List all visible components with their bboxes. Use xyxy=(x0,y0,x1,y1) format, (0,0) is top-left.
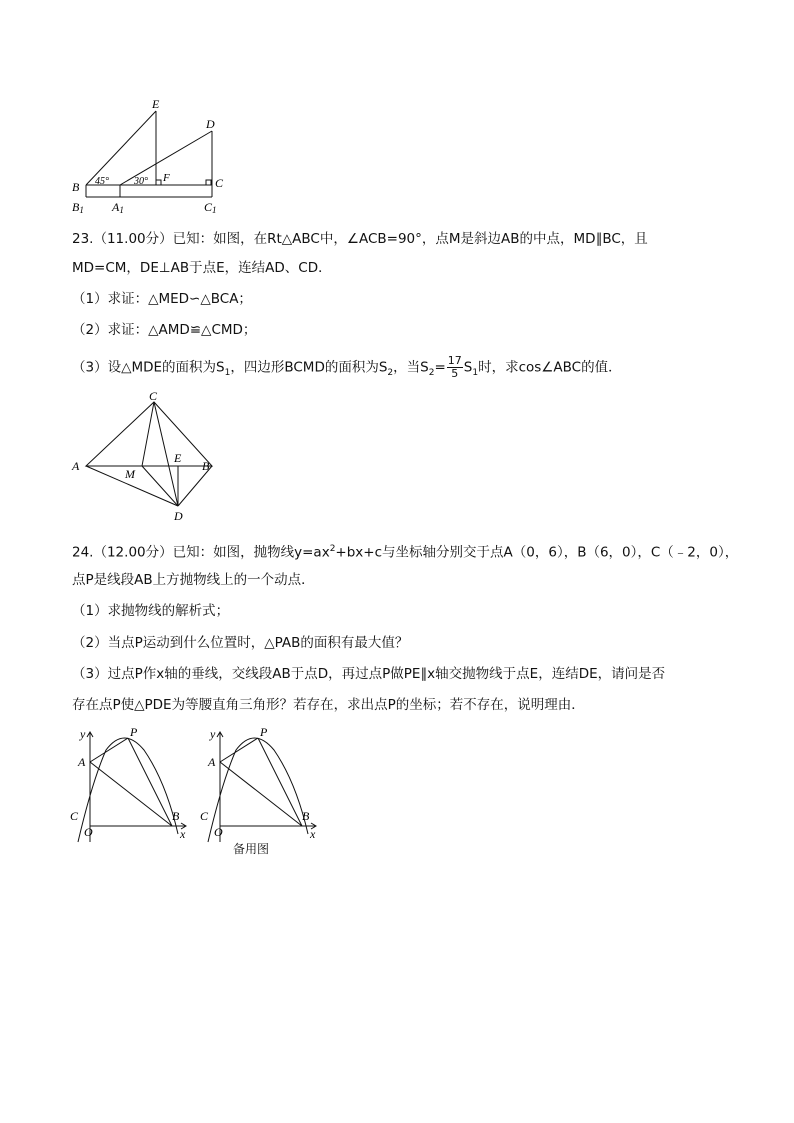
label-C1: C1 xyxy=(204,200,217,215)
q23-line2: MD=CM，DE⊥AB于点E，连结AD、CD． xyxy=(72,260,332,276)
angle-45: 45° xyxy=(95,176,109,187)
label-D: D xyxy=(206,117,215,131)
label-B1: B1 xyxy=(72,200,84,215)
label-A1: A1 xyxy=(112,200,124,215)
label-M: M xyxy=(125,467,135,481)
q23-part3: （3）设△MDE的面积为$S_1$，四边形BCMD的面积为$S_2$，当$S_2=$ $\frac{17}{5}$ $S_1$时，求cos∠ABC的值． xyxy=(72,354,622,380)
label-y: y xyxy=(80,727,86,741)
label-C: C xyxy=(70,809,79,823)
figure-ladder xyxy=(66,95,236,220)
label-B: B xyxy=(302,809,310,823)
q24-line1: 24.（12.00分）已知：如图，抛物线$y=ax^2+bx+c$与坐标轴分别交于点A（0，6），B（6，0），C（﹣2，0）， xyxy=(72,544,739,561)
q23-part2: （2）求证：△AMD≌△CMD； xyxy=(72,322,257,338)
q23-part1: （1）求证：△MED∽△BCA； xyxy=(72,291,252,307)
q24-part3-line2: 存在点P使△PDE为等腰直角三角形？若存在，求出点P的坐标；若不存在，说明理由． xyxy=(72,697,585,713)
label-C: C xyxy=(200,809,209,823)
label-B: B xyxy=(72,180,80,194)
label-A: A xyxy=(72,459,80,473)
label-x: x xyxy=(310,827,316,841)
figure-parabola xyxy=(66,722,196,847)
q23-line1: 23.（11.00分）已知：如图，在Rt△ABC中，∠ACB=90°，点M是斜边AB的中点，MD∥BC，且 xyxy=(72,231,648,247)
label-O: O xyxy=(214,825,223,839)
label-P: P xyxy=(260,725,268,739)
q24-part2: （2）当点P运动到什么位置时，△PAB的面积有最大值？ xyxy=(72,635,409,651)
label-B: B xyxy=(202,459,210,473)
label-E: E xyxy=(174,451,182,465)
label-C: C xyxy=(149,390,158,403)
fraction-17-5: $\frac{17}{5}$ xyxy=(447,354,462,380)
label-O: O xyxy=(84,825,93,839)
q24-part3-line1: （3）过点P作x轴的垂线，交线段AB于点D，再过点P做PE∥x轴交抛物线于点E，连结DE，请问是否 xyxy=(72,666,666,682)
label-x: x xyxy=(180,827,186,841)
angle-30: 30° xyxy=(134,176,148,187)
figure-parabola-backup xyxy=(196,722,326,847)
label-C: C xyxy=(215,176,224,190)
figure-triangle-abc xyxy=(66,390,226,530)
q24-part1: （1）求抛物线的解析式； xyxy=(72,603,230,619)
label-P: P xyxy=(130,725,138,739)
label-F: F xyxy=(163,172,170,184)
label-A: A xyxy=(78,755,86,769)
label-y: y xyxy=(210,727,216,741)
label-A: A xyxy=(208,755,216,769)
q24-line2: 点P是线段AB上方抛物线上的一个动点． xyxy=(72,572,315,588)
figure-caption-backup: 备用图 xyxy=(233,842,270,856)
label-E: E xyxy=(152,97,160,111)
label-D: D xyxy=(174,509,183,523)
label-B: B xyxy=(172,809,180,823)
